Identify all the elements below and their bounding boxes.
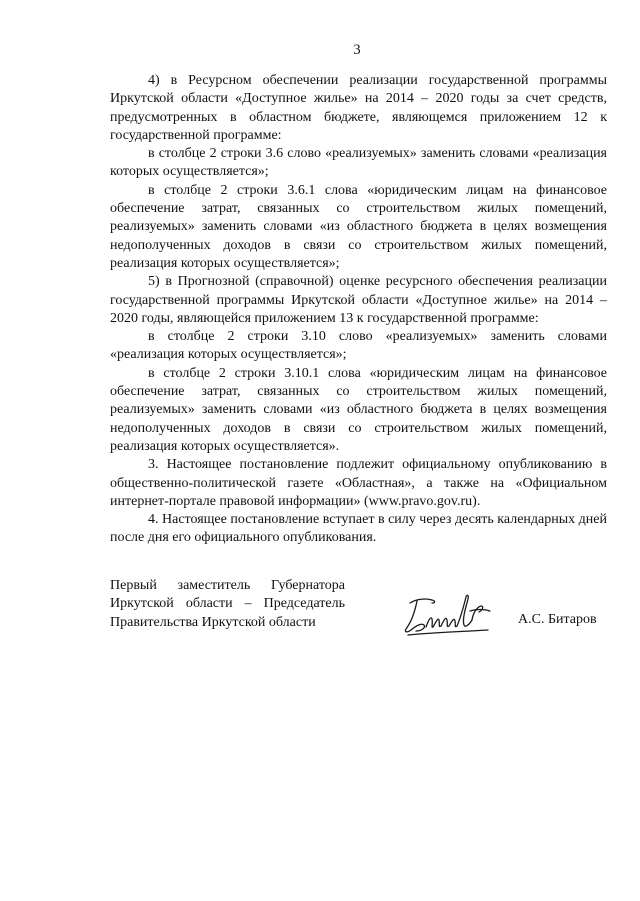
signatory-title-line: Иркутской области – Председатель xyxy=(110,596,345,612)
document-body xyxy=(110,72,607,548)
signatory-title-line: Первый заместитель Губернатора xyxy=(110,578,345,593)
paragraph-item-5-forecast-estimate: 5) в Прогнозной (справочной) оценке ресурсного обеспечения реализации государственной программы Иркутской области «Доступное жилье» на 2014 – 2020 годы, являющейся приложением 13 к государственной программе: xyxy=(110,274,607,326)
paragraph-clause-4-effective-date: 4. Настоящее постановление вступает в силу через десять календарных дней после дня его официального опубликования. xyxy=(110,512,607,546)
paragraph-amend-column-row-3-6: в столбце 2 строки 3.6 слово «реализуемых» заменить словами «реализация которых осуществляется»; xyxy=(110,146,607,180)
signatory-title-line: Правительства Иркутской области xyxy=(110,614,316,630)
paragraph-amend-column-row-3-6-1: в столбце 2 строки 3.6.1 слова «юридическим лицам на финансовое обеспечение затрат, связанных со строительством жилых помещений, реализуемых» заменить словами «из областного бюджета в целях возмещения недополученных доходов в связи со строительством жилых помещений, реализация которых осуществляется»; xyxy=(110,182,607,271)
handwritten-signature-icon xyxy=(402,583,494,637)
signatory-name: А.С. Битаров xyxy=(518,612,597,627)
paragraph-amend-column-row-3-10-1: в столбце 2 строки 3.10.1 слова «юридическим лицам на финансовое обеспечение затрат, связанных со строительством жилых помещений, реализуемых» заменить словами «из областного бюджета в целях возмещения недополученных доходов в связи со строительством жилых помещений, реализация которых осуществляется». xyxy=(110,365,607,454)
page-number: 3 xyxy=(353,42,361,58)
paragraph-clause-3-publication: 3. Настоящее постановление подлежит официальному опубликованию в общественно-политической газете «Областная», а также на «Официальном интернет-портале правовой информации» (www.pravo.gov.ru). xyxy=(110,457,607,509)
signature-block xyxy=(110,577,607,637)
signatory-title xyxy=(110,577,345,632)
paragraph-item-4-resource-support: 4) в Ресурсном обеспечении реализации государственной программы Иркутской области «Доступное жилье» на 2014 – 2020 годы за счет средств, предусмотренных в областном бюджете, являющемся приложением 12 к государственной программе: xyxy=(110,73,607,143)
paragraph-amend-column-row-3-10: в столбце 2 строки 3.10 слово «реализуемых» заменить словами «реализация которых осуществляется»; xyxy=(110,329,607,363)
